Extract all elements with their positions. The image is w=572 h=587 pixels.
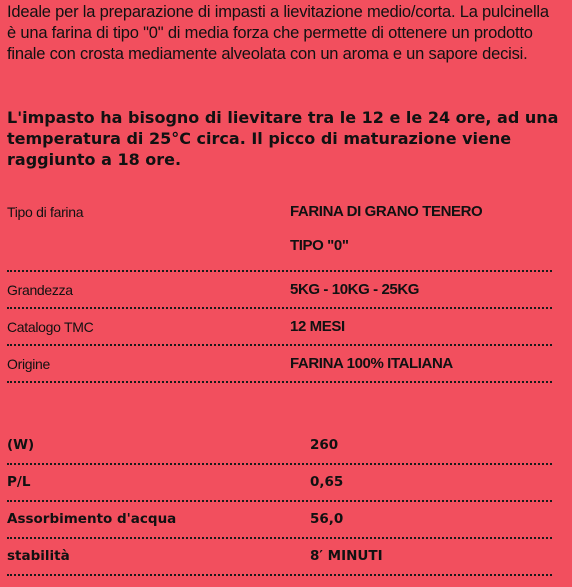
param-value: 8′ MINUTI (310, 548, 383, 564)
spec-value-line2: TIPO "0" (290, 237, 349, 254)
spec-label: Catalogo TMC (7, 319, 94, 335)
spec-label: Grandezza (7, 282, 73, 298)
param-label: P/L (7, 474, 31, 490)
spec-value: 12 MESI (290, 318, 345, 335)
spec-label: Tipo di farina (7, 204, 84, 220)
spec-value: 5KG - 10KG - 25KG (290, 281, 420, 298)
spec-row-catalog (7, 309, 552, 346)
param-row-water-absorption (7, 502, 552, 539)
param-label: stabilità (7, 548, 70, 564)
spec-value: FARINA DI GRANO TENERO (290, 203, 483, 220)
param-value: 260 (310, 437, 339, 453)
parameters-table (7, 428, 552, 576)
param-row-w (7, 428, 552, 465)
leavening-note: L'impasto ha bisogno di lievitare tra le 12 e le 24 ore, ad una temperatura di 25°C circa. Il picco di maturazione viene raggiunto a 18 ore. (7, 108, 559, 169)
param-row-stability (7, 539, 552, 576)
spec-row-size (7, 272, 552, 309)
spec-value: FARINA 100% ITALIANA (290, 355, 453, 372)
spec-row-origin (7, 346, 552, 383)
param-value: 0,65 (310, 474, 344, 490)
product-description: Ideale per la preparazione di impasti a lievitazione medio/corta. La pulcinella è una farina di tipo "0" di media forza che permette di ottenere un prodotto finale con crosta mediamente alveolata con un aroma e un sapore decisi. (7, 3, 549, 63)
spec-label: Origine (7, 356, 51, 372)
spec-table (7, 196, 552, 383)
spec-row-flour-type (7, 196, 552, 272)
param-label: Assorbimento d'acqua (7, 511, 177, 527)
param-row-pl (7, 465, 552, 502)
param-value: 56,0 (310, 511, 344, 527)
param-label: (W) (7, 437, 35, 453)
